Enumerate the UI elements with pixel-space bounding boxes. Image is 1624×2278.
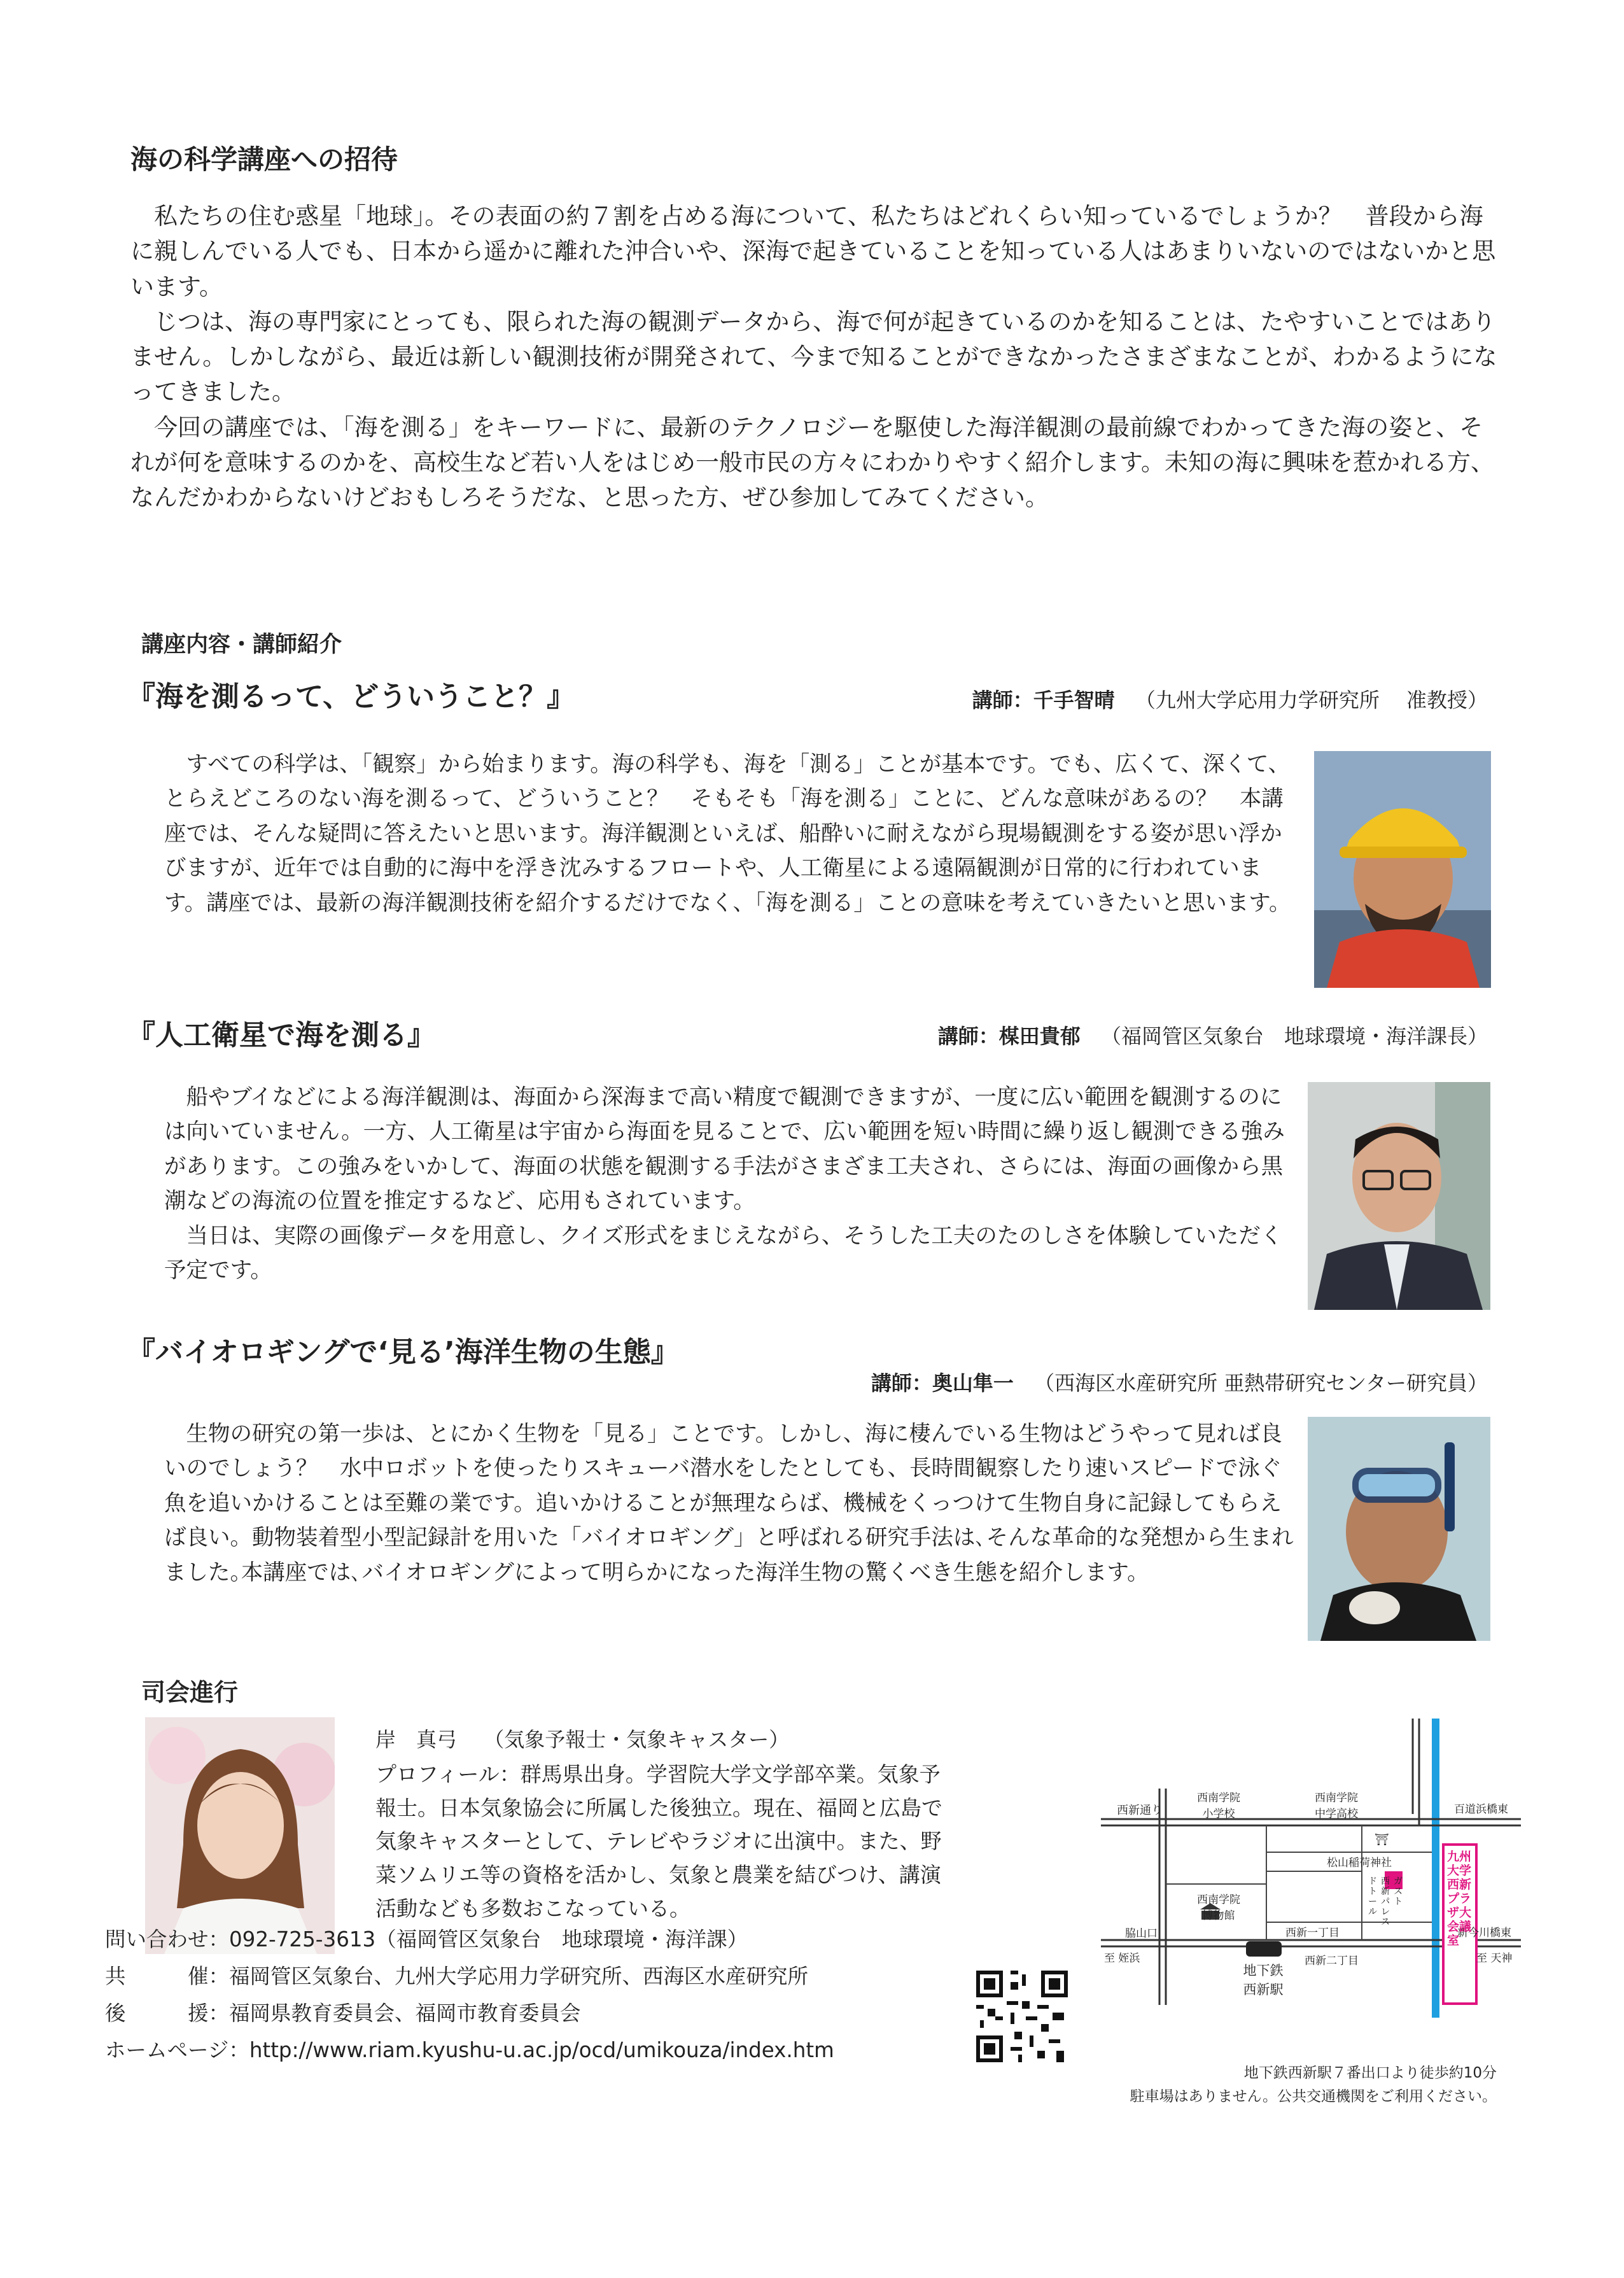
map-label: 脇山口 <box>1125 1927 1158 1940</box>
page-title: 海の科学講座への招待 <box>130 144 398 175</box>
lecture-1-body <box>164 747 1297 920</box>
lecture-paragraph: 船やブイなどによる海洋観測は、海面から深海まで高い精度で観測できますが、一度に広い範囲を観測するのには向いていません。一方、人工衛星は宇宙から海面を見ることで、広い範囲を短い時間に繰り返し観測できる強みがあります。この強みをいかして、海面の状態を観測する手法がさまざま工夫され、さらには、海面の画像から黒潮などの海流の位置を推定するなど、応用もされています。 <box>164 1085 1285 1214</box>
access-map <box>1075 1719 1534 2037</box>
supporter-value: 福岡県教育委員会、福岡市教育委員会 <box>229 2001 581 2025</box>
map-label: 西新通り <box>1117 1804 1163 1817</box>
lecture-2-lecturer <box>938 1020 1488 1050</box>
organizer-line <box>105 1960 808 1990</box>
map-label: 西新一丁目 <box>1285 1927 1340 1939</box>
svg-text:⛩: ⛩ <box>1375 1833 1389 1846</box>
lecture-3-title: 『バイオロギングで‘見る’海洋生物の生態』 <box>127 1336 679 1368</box>
organizer-label: 共 催： <box>105 1964 230 1988</box>
homepage-link[interactable]: ホームページ：http://www.riam.kyushu-u.ac.jp/ocd/umikouza/index.htm <box>105 2038 834 2062</box>
map-label: 松山稲荷神社 <box>1327 1857 1392 1869</box>
map-label: ドトール <box>1368 1876 1377 1917</box>
intro-text <box>130 199 1499 516</box>
map-label: 至 天神 <box>1476 1952 1513 1965</box>
mc-heading: 司会進行 <box>141 1678 239 1706</box>
mc-name: 岸 真弓 <box>375 1727 458 1752</box>
lecturer-3-photo <box>1308 1417 1490 1641</box>
lecturer-name: 講師：奥山隼一 <box>871 1371 1014 1395</box>
venue-label: 九州大学 西新プラザ大会議室 <box>1447 1850 1472 1948</box>
map-label: 新今川橋東 <box>1457 1927 1511 1939</box>
mc-photo <box>145 1717 335 1954</box>
lecturer-affiliation: （九州大学応用力学研究所 准教授） <box>1135 688 1488 712</box>
lecture-2-body <box>164 1080 1297 1288</box>
intro-paragraph: じつは、海の専門家にとっても、限られた海の観測データから、海で何が起きているのかを知ることは、たやすいことではありません。しかしながら、最近は新しい観測技術が開発されて、今まで知ることができなかったさまざまなことが、わかるようになってきました。 <box>130 307 1497 406</box>
lecturer-1-photo <box>1314 751 1491 988</box>
lecture-2-title: 『人工衛星で海を測る』 <box>127 1019 435 1051</box>
organizer-value: 福岡管区気象台、九州大学応用力学研究所、西海区水産研究所 <box>229 1964 809 1988</box>
lecturer-name: 講師：千手智晴 <box>972 688 1115 712</box>
map-caption-1: 地下鉄西新駅７番出口より徒歩約10分 <box>1243 2065 1497 2081</box>
map-label: 百道浜橋東 <box>1454 1803 1508 1816</box>
lecture-1-title: 『海を測るって、どういうこと？』 <box>127 680 575 713</box>
lecture-1-lecturer <box>972 684 1488 714</box>
intro-paragraph: 今回の講座では、「海を測る」をキーワードに、最新のテクノロジーを駆使した海洋観測の最前線でわかってきた海の姿と、それが何を意味するのかを、高校生など若い人をはじめ一般市民の方々にわかりやすく紹介します。未知の海に興味を惹かれる方、なんだかわからないけどおもしろそうだな、と思った方、ぜひ参加してみてください。 <box>130 413 1495 512</box>
map-caption-2: 駐車場はありません。公共交通機関をご利用ください。 <box>1130 2088 1497 2105</box>
map-label: 西南学院 小学校 <box>1197 1792 1240 1820</box>
map-label: 至 姪浜 <box>1104 1952 1140 1965</box>
mc-name-line <box>375 1724 789 1753</box>
lecturer-name: 講師：楳田貴郁 <box>937 1024 1081 1048</box>
lecture-paragraph: すべての科学は、「観察」から始まります。海の科学も、海を「測る」ことが基本です。でも、広くて、深くて、とらえどころのない海を測るって、どういうこと？ そもそも「海を測る」ことに、どんな意味があるの？ 本講座では、そんな疑問に答えたいと思います。海洋観測といえば、船酔いに耐えながら現場観測をする姿が思い浮かびますが、近年では自動的に海中を浮き沈みするフロートや、人工衛星による遠隔観測が日常的に行われています。講座では、最新の海洋観測技術を紹介するだけでなく、「海を測る」ことの意味を考えていきたいと思います。 <box>164 752 1291 916</box>
map-label: 西南学院 博物館 <box>1197 1894 1240 1922</box>
lecture-3-body <box>164 1417 1297 1590</box>
mc-profile: プロフィール：群馬県出身。学習院大学文学部卒業。気象予報士。日本気象協会に所属した後独立。現在、福岡と広島で気象キャスターとして、テレビやラジオに出演中。また、野菜ソムリエ等の資格を活かし、気象と農業を結びつけ、講演活動なども多数おこなっている。 <box>375 1762 942 1921</box>
lecturer-2-photo <box>1308 1082 1490 1310</box>
map-label: 地下鉄 西新駅 <box>1243 1963 1284 1997</box>
map-label: 西新パレス <box>1381 1876 1390 1927</box>
map-label: 西新二丁目 <box>1305 1955 1359 1967</box>
intro-paragraph: 私たちの住む惑星「地球」。その表面の約７割を占める海について、私たちはどれくらい知っているでしょうか？ 普段から海に親しんでいる人でも、日本から遥かに離れた沖合いや、深海で起きていることを知っている人はあまりいないのではないかと思います。 <box>130 202 1496 300</box>
lecture-paragraph: 生物の研究の第一歩は、とにかく生物を「見る」ことです。しかし、海に棲んでいる生物はどうやって見れば良いのでしょう？ 水中ロボットを使ったりスキューバ潜水をしたとしても、長時間観察したり速いスピードで泳ぐ魚を追いかけることは至難の業です。追いかけることが無理ならば、機械をくっつけて生物自身に記録してもらえば良い。動物装着型小型記録計を用いた「バイオロギング」と呼ばれる研究手法は､そんな革命的な発想から生まれました｡本講座では､バイオロギングによって明らかになった海洋生物の驚くべき生態を紹介します。 <box>164 1421 1294 1585</box>
map-label: 西南学院 中学高校 <box>1315 1792 1358 1820</box>
lecturer-affiliation: （福岡管区気象台 地球環境・海洋課長） <box>1100 1024 1488 1048</box>
lecturer-affiliation: （西海区水産研究所 亜熱帯研究センター研究員） <box>1034 1371 1488 1395</box>
lecture-paragraph: 当日は、実際の画像データを用意し、クイズ形式をまじえながら、そうした工夫のたのしさを体験していただく予定です。 <box>164 1223 1283 1284</box>
mc-title: （気象予報士・気象キャスター） <box>484 1727 790 1752</box>
qr-code[interactable] <box>972 1967 1072 2066</box>
map-label: ガスト <box>1394 1876 1403 1907</box>
lecture-3-lecturer <box>871 1367 1488 1396</box>
supporter-line <box>105 1997 581 2027</box>
section-heading: 講座内容・講師紹介 <box>141 632 342 657</box>
supporter-label: 後 援： <box>105 2001 230 2025</box>
inquiry-line: 問い合わせ：092-725-3613（福岡管区気象台 地球環境・海洋課） <box>105 1927 748 1951</box>
